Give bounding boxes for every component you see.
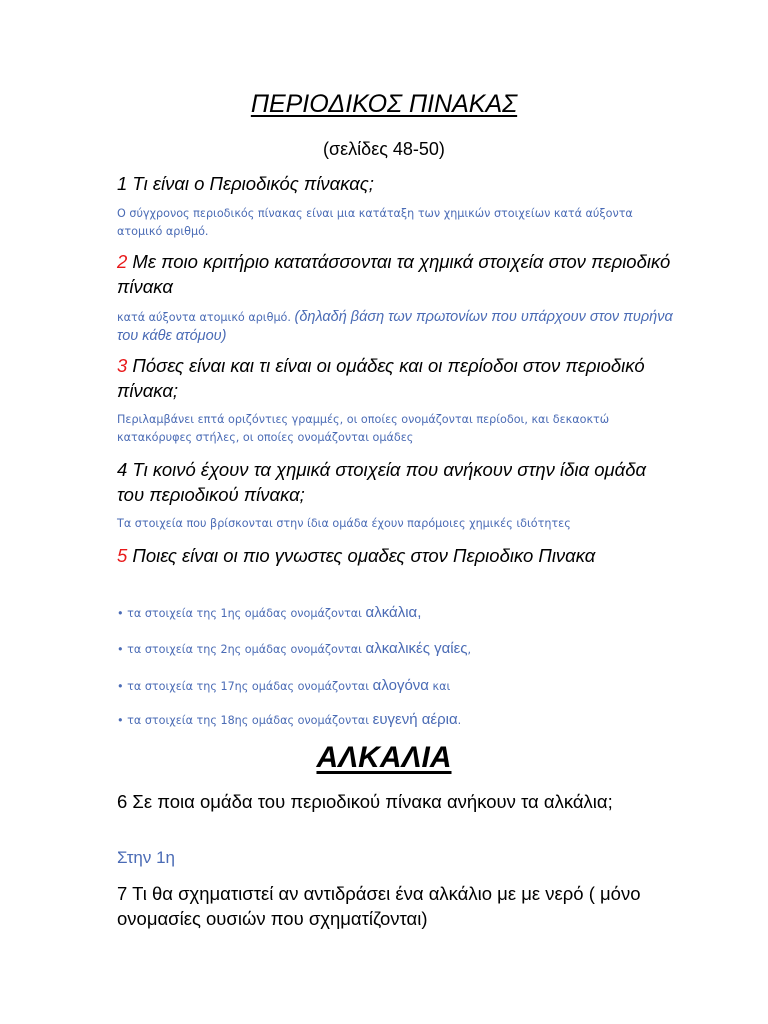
question-2-text: Με ποιο κριτήριο κατατάσσονται τα χημικά στοιχεία στον περιοδικό πίνακα <box>117 251 671 297</box>
question-2-number: 2 <box>117 251 128 272</box>
answer-3: Περιλαμβάνει επτά οριζόντιες γραμμές, οι οποίες ονομάζονται περίοδοι, και δεκαοκτώ κατακόρυφες στήλες, οι οποίες ονομάζονται ομάδες <box>117 413 610 444</box>
question-5 <box>117 543 677 568</box>
section-heading: ΑΛΚΑΛΙΑ <box>316 741 452 774</box>
answer-2 <box>117 308 677 346</box>
bullet-item: • τα στοιχεία της 2ης ομάδας ονομάζονται αλκαλικές γαίες, <box>117 640 472 657</box>
question-5-text: Ποιες είναι οι πιο γνωστες ομαδες στον Περιοδικο Πινακα <box>127 545 596 566</box>
answer-2-text: κατά αύξοντα ατομικό αριθμό. <box>117 311 295 324</box>
question-2 <box>117 249 677 299</box>
answer-4: Τα στοιχεία που βρίσκονται στην ίδια ομάδα έχουν παρόμοιες χημικές ιδιότητες <box>117 517 571 530</box>
question-4: 4 Τι κοινό έχουν τα χημικά στοιχεία που ανήκουν στην ίδια ομάδα του περιοδικού πίνακα; <box>117 459 647 505</box>
bullet-item: • τα στοιχεία της 18ης ομάδας ονομάζονται ευγενή αέρια. <box>117 711 462 728</box>
question-1: 1 Τι είναι ο Περιοδικός πίνακας; <box>117 173 374 194</box>
question-3 <box>117 353 677 403</box>
question-6: 6 Σε ποια ομάδα του περιοδικού πίνακα ανήκουν τα αλκάλια; <box>117 791 613 812</box>
question-5-number: 5 <box>117 545 128 566</box>
page-subtitle: (σελίδες 48-50) <box>323 139 445 159</box>
answer-2-note: (δηλαδή βάση των πρωτονίων που υπάρχουν στον πυρήνα του κάθε ατόμου) <box>117 309 673 344</box>
bullet-item: • τα στοιχεία της 17ης ομάδας ονομάζονται αλογόνα και <box>117 677 451 694</box>
bullet-item: • τα στοιχεία της 1ης ομάδας ονομάζονται αλκάλια, <box>117 604 422 621</box>
question-3-text: Πόσες είναι και τι είναι οι ομάδες και οι περίοδοι στον περιοδικό πίνακα; <box>117 355 645 401</box>
page-title: ΠΕΡΙΟΔΙΚΟΣ ΠΙΝΑΚΑΣ <box>250 90 518 118</box>
question-3-number: 3 <box>117 355 128 376</box>
answer-1: Ο σύγχρονος περιοδικός πίνακας είναι μια κατάταξη των χημικών στοιχείων κατά αύξοντα ατομικό αριθμό. <box>117 207 633 238</box>
answer-6: Στην 1η <box>117 848 175 867</box>
question-7: 7 Τι θα σχηματιστεί αν αντιδράσει ένα αλκάλιο με με νερό ( μόνο ονομασίες ουσιών που σχηματίζονται) <box>117 883 641 929</box>
